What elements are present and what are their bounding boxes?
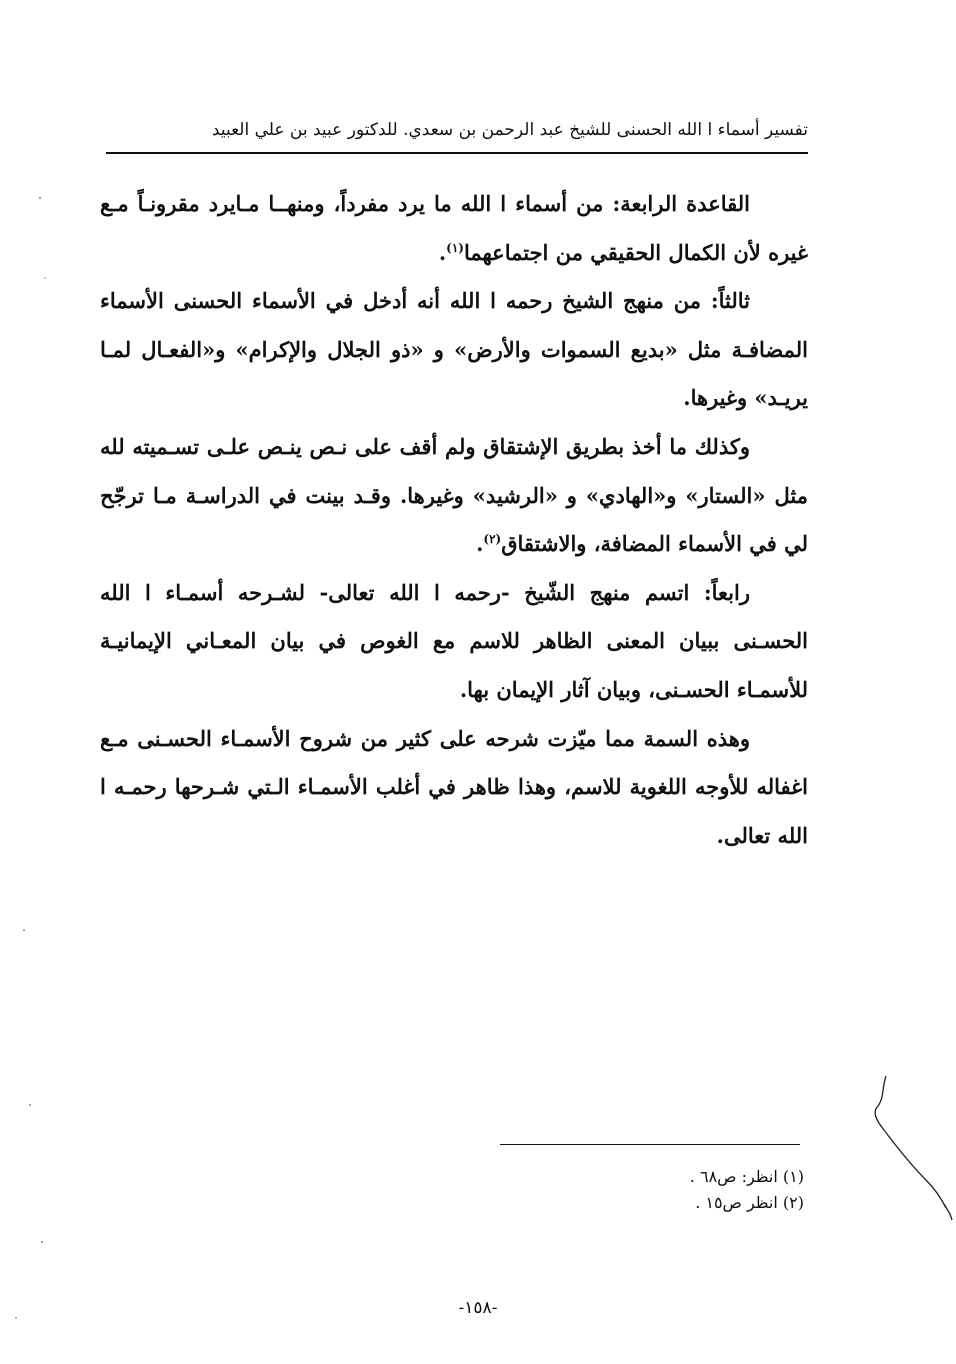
paragraph-text: القاعدة الرابعة: من أسماء ا الله ما يرد مفرداً، ومنهــا مـايرد مقرونـاً مـع غيره لأن الكمال الحقيقي من اجتماعهما: [100, 191, 808, 265]
paragraph-third: ثالثاً: من منهج الشيخ رحمه ا الله أنه أدخل في الأسماء الحسنى الأسماء المضافـة مثل «بديع السموات والأرض» و «ذو الجلال والإكرام» و«الفعـال لمـا يريـد» وغيرها.: [100, 288, 808, 411]
paragraph-fourth: رابعاً: اتسم منهج الشّيخ -رحمه ا الله تعالى- لشـرحه أسمـاء ا الله الحسـنى ببيان المعنى الظاهر للاسم مع الغوص في بيان المعـاني الإيمانيـة للأسمـاء الحسـنى، وبيان آثار الإيمان بها.: [100, 579, 808, 702]
footnote-rule: [500, 1144, 800, 1145]
page-number: -١٥٨-: [458, 1298, 498, 1318]
body-text: [100, 180, 808, 860]
footnote-ref: (١): [446, 240, 464, 255]
footnotes: [500, 1164, 804, 1216]
paragraph-feature: وهذه السمة مما ميّزت شرحه على كثير من شروح الأسمـاء الحسـنى مـع اغفاله للأوجه اللغوية للاسم، وهذا ظاهر في أغلب الأسمـاء الـتي شـرحها رحمـه ا الله تعالى.: [100, 725, 808, 848]
paragraph-text: وكذلك ما أخذ بطريق الإشتقاق ولم أقف على نـص ينـص علـى تسـميته لله مثل «الستار» و«الهادي» و «الرشيد» وغيرها. وقـد بينت في الدراسـة مـا ترجّح لي في الأسماء المضافة، والاشتقاق: [100, 433, 808, 557]
footnote-2: (٢) انظر ص١٥ .: [695, 1193, 804, 1212]
paragraph-derivation: [100, 423, 808, 569]
header-rule: [106, 152, 808, 154]
paragraph-end: .: [476, 531, 484, 557]
running-header: تفسير أسماء ا الله الحسنى للشيخ عبد الرحمن بن سعدي. للدكتور عبيد بن علي العبيد: [211, 120, 808, 140]
footnote-ref: (٢): [483, 532, 502, 547]
footnote-1: (١) انظر: ص٦٨ .: [689, 1167, 804, 1186]
margin-pen-mark-icon: [866, 1068, 956, 1228]
paragraph-end: .: [438, 239, 447, 265]
paragraph-rule-four: [100, 180, 808, 277]
